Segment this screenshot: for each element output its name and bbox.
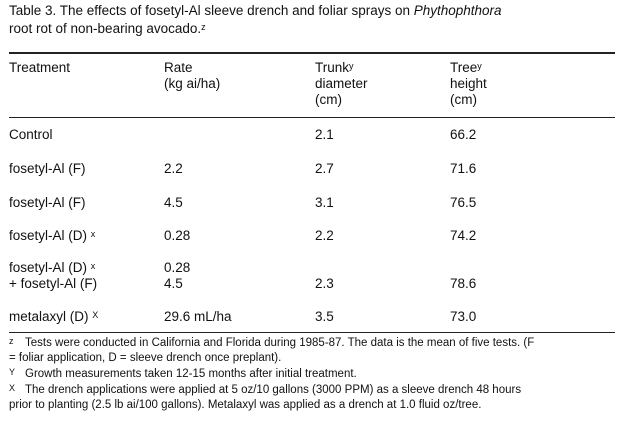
table-cell-trunk: 2.2 bbox=[315, 228, 334, 243]
header-trunk-line3: (cm) bbox=[315, 92, 342, 107]
header-rate-line2: (kg ai/ha) bbox=[164, 76, 221, 91]
header-trunk-mark: y bbox=[349, 61, 354, 71]
caption-text: Table 3. The effects of fosetyl-Al sleeve drench and foliar sprays on bbox=[9, 3, 414, 18]
table-cell-treatment: Control bbox=[9, 127, 53, 142]
table-cell-trunk: 2.3 bbox=[315, 276, 334, 291]
table-cell-rate: 2.2 bbox=[164, 161, 183, 176]
table-cell-tree: 71.6 bbox=[450, 161, 477, 176]
table-header-rule bbox=[9, 117, 615, 118]
table-cell-rate: 0.28 bbox=[164, 260, 191, 275]
treatment-text: fosetyl-Al (D) bbox=[9, 228, 88, 243]
table-cell-rate: 4.5 bbox=[164, 195, 183, 210]
table-cell-tree: 73.0 bbox=[450, 309, 477, 324]
table-cell-treatment-line2: + fosetyl-Al (F) bbox=[9, 276, 98, 291]
footnote-x-line1: The drench applications were applied at 5 oz/10 gallons (3000 PPM) as a sleeve drench 48 hours bbox=[25, 384, 522, 396]
header-tree-line1: Tree bbox=[450, 60, 478, 75]
table-cell-rate-line2: 4.5 bbox=[164, 276, 183, 291]
treatment-text: fosetyl-Al (D) bbox=[9, 260, 88, 275]
footnote-y-mark: Y bbox=[9, 367, 16, 377]
footnote-mark: x bbox=[90, 261, 96, 271]
footnote-z-line2: = foliar application, D = sleeve drench once preplant). bbox=[9, 352, 282, 364]
table-cell-tree: 76.5 bbox=[450, 195, 477, 210]
footnote-z bbox=[9, 336, 615, 366]
header-tree-line3: (cm) bbox=[450, 92, 477, 107]
footnote-mark: x bbox=[90, 229, 96, 239]
footnote-x-line2: prior to planting (2.5 lb ai/100 gallons). Metalaxyl was applied as a drench at 1.0 fluid oz/tree. bbox=[9, 399, 482, 411]
caption-footnote-mark: z bbox=[201, 22, 206, 32]
footnote-y-line1: Growth measurements taken 12-15 months after initial treatment. bbox=[25, 368, 357, 380]
table-caption bbox=[9, 2, 609, 38]
header-tree bbox=[450, 60, 487, 108]
footnote-z-line1: Tests were conducted in California and Florida during 1985-87. The data is the mean of five tests. (F bbox=[25, 337, 535, 349]
table-cell-tree: 66.2 bbox=[450, 127, 477, 142]
header-tree-line2: height bbox=[450, 76, 487, 91]
table-cell-trunk: 3.1 bbox=[315, 195, 334, 210]
header-rate-line1: Rate bbox=[164, 60, 193, 75]
header-trunk-line1: Trunk bbox=[315, 60, 350, 75]
table-top-rule bbox=[9, 52, 615, 54]
table-cell-tree: 78.6 bbox=[450, 276, 477, 291]
table-bottom-rule bbox=[9, 332, 615, 333]
footnote-x-mark: X bbox=[9, 383, 16, 393]
header-treatment: Treatment bbox=[9, 60, 71, 75]
table-cell-treatment: fosetyl-Al (F) bbox=[9, 195, 86, 210]
table-cell-treatment bbox=[9, 309, 98, 325]
table-cell-rate: 0.28 bbox=[164, 228, 191, 243]
table-cell-treatment bbox=[9, 228, 95, 244]
table-cell-treatment bbox=[9, 260, 95, 276]
table-cell-rate: 29.6 mL/ha bbox=[164, 309, 232, 324]
header-trunk-line2: diameter bbox=[315, 76, 368, 91]
footnote-z-mark: z bbox=[9, 336, 14, 346]
table-cell-trunk: 3.5 bbox=[315, 309, 334, 324]
header-rate bbox=[164, 60, 220, 92]
footnote-x bbox=[9, 383, 615, 413]
treatment-text: metalaxyl (D) bbox=[9, 309, 89, 324]
caption-text-line2: root rot of non-bearing avocado. bbox=[9, 21, 202, 36]
table-cell-tree: 74.2 bbox=[450, 228, 477, 243]
footnote-mark: X bbox=[92, 310, 99, 320]
table-cell-trunk: 2.1 bbox=[315, 127, 334, 142]
header-tree-mark: y bbox=[477, 61, 482, 71]
table-cell-trunk: 2.7 bbox=[315, 161, 334, 176]
caption-italic-genus: Phythophthora bbox=[413, 3, 502, 18]
header-trunk bbox=[315, 60, 368, 108]
footnote-y bbox=[9, 367, 615, 382]
table-cell-treatment: fosetyl-Al (F) bbox=[9, 161, 86, 176]
